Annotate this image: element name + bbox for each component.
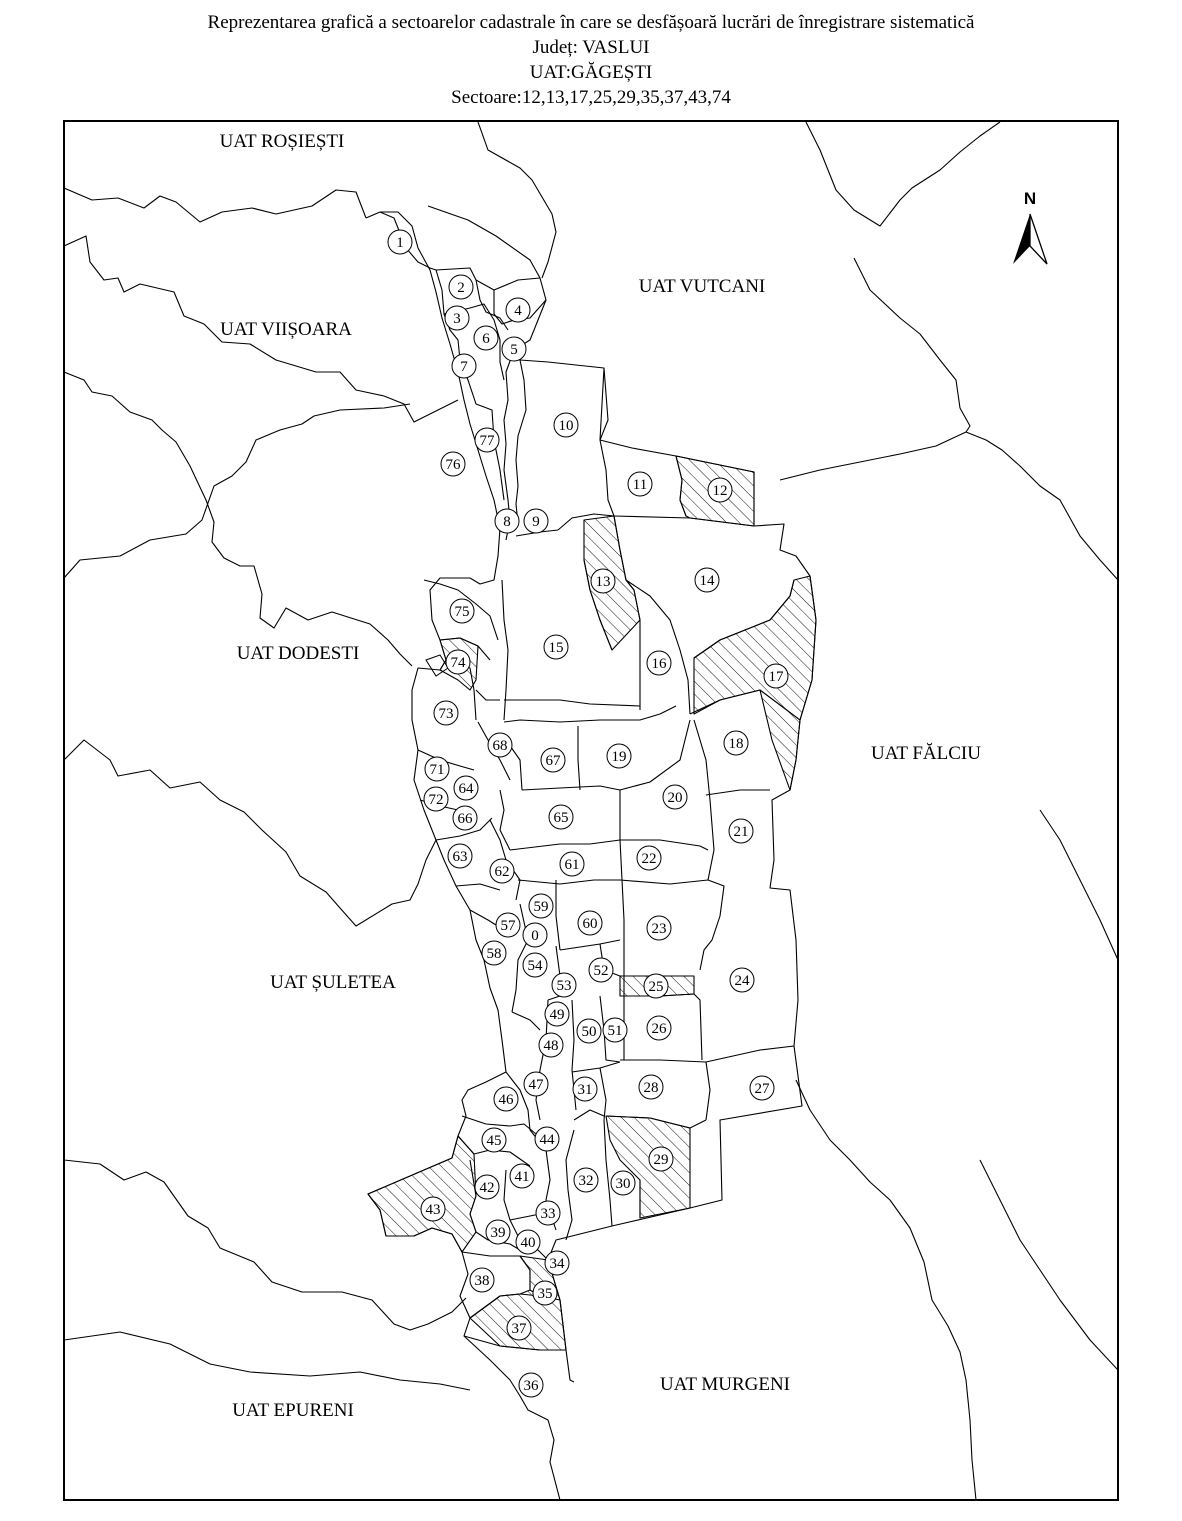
sector-marker-53 [552, 973, 576, 997]
sector-marker-8 [495, 509, 519, 533]
sector-number: 5 [510, 342, 518, 358]
sector-number: 11 [632, 477, 648, 493]
sector-marker-20 [663, 785, 687, 809]
sector-marker-62 [490, 859, 514, 883]
sector-marker-19 [607, 744, 631, 768]
sector-number: 37 [511, 1321, 527, 1337]
sector-number: 58 [486, 946, 502, 962]
sector-marker-57 [496, 913, 520, 937]
sector-marker-16 [647, 651, 671, 675]
sector-marker-43 [421, 1197, 445, 1221]
uat-epureni-label: UAT EPURENI [232, 1400, 354, 1421]
sector-number: 74 [450, 655, 466, 671]
sector-marker-2 [449, 275, 473, 299]
sector-marker-44 [535, 1127, 559, 1151]
sector-marker-60 [578, 911, 602, 935]
sector-17-area [694, 576, 816, 790]
sector-number: 26 [651, 1021, 667, 1037]
sector-marker-76 [441, 452, 465, 476]
sector-number: 14 [699, 573, 715, 589]
sector-number: 67 [545, 753, 561, 769]
sector-marker-3 [445, 306, 469, 330]
sector-marker-24 [730, 968, 754, 992]
sector-marker-66 [453, 806, 477, 830]
sector-number: 36 [523, 1378, 539, 1394]
sector-marker-5 [502, 337, 526, 361]
uat-rosiesti-label: UAT ROȘIEȘTI [219, 131, 345, 152]
sector-marker-67 [541, 748, 565, 772]
sector-number: 75 [454, 604, 470, 620]
sector-number: 57 [500, 918, 516, 934]
sector-29-area [606, 1116, 690, 1218]
sector-number: 10 [558, 418, 574, 434]
sector-number: 30 [615, 1176, 631, 1192]
sector-number: 17 [768, 669, 784, 685]
sector-number: 51 [607, 1023, 623, 1039]
sector-number: 49 [549, 1007, 565, 1023]
sector-marker-18 [724, 731, 748, 755]
uat-murgeni-label: UAT MURGENI [659, 1374, 791, 1395]
sector-number: 23 [651, 921, 667, 937]
sector-marker-58 [482, 941, 506, 965]
sector-number: 64 [458, 781, 474, 797]
sector-number: 46 [498, 1092, 514, 1108]
sector-marker-32 [574, 1168, 598, 1192]
sector-marker-31 [573, 1077, 597, 1101]
sector-number: 25 [648, 979, 664, 995]
vutcani-falciu-boundary [780, 432, 1118, 580]
sector-number: 48 [543, 1038, 559, 1054]
rosiesti-vutcani-boundary [478, 122, 556, 278]
north-arrow-icon [1013, 189, 1047, 264]
sector-marker-72 [424, 787, 448, 811]
sector-number: 63 [452, 849, 468, 865]
sector-number: 41 [514, 1169, 530, 1185]
sector-marker-61 [560, 852, 584, 876]
sector-marker-45 [482, 1128, 506, 1152]
sector-marker-34 [545, 1251, 569, 1275]
sector-number: 16 [651, 656, 667, 672]
sector-number: 21 [733, 824, 749, 840]
sector-number: 22 [641, 851, 657, 867]
sector-number: 28 [643, 1080, 659, 1096]
sector-marker-59 [529, 894, 553, 918]
sector-number: 35 [537, 1286, 553, 1302]
sector-number: 31 [577, 1082, 593, 1098]
sector-marker-23 [647, 916, 671, 940]
sector-marker-48 [539, 1033, 563, 1057]
sector-number: 18 [728, 736, 744, 752]
sector-marker-71 [425, 757, 449, 781]
sector-marker-46 [494, 1087, 518, 1111]
sector-number: 54 [527, 958, 543, 974]
sector-number: 59 [533, 899, 549, 915]
sector-number: 2 [457, 280, 465, 296]
sector-number: 33 [540, 1206, 556, 1222]
sector-marker-21 [729, 819, 753, 843]
sector-number: 24 [734, 973, 750, 989]
sector-marker-14 [695, 568, 719, 592]
sector-marker-10 [554, 413, 578, 437]
suletea-boundary [64, 740, 436, 926]
sector-marker-38 [470, 1268, 494, 1292]
sector-marker-6 [474, 326, 498, 350]
uat-label: UAT:GĂGEȘTI [529, 62, 653, 83]
sector-marker-0 [523, 923, 547, 947]
sector-number: 43 [425, 1202, 441, 1218]
sector-number: 9 [532, 514, 540, 530]
sectors-list: Sectoare:12,13,17,25,29,35,37,43,74 [451, 87, 731, 108]
sector-marker-4 [506, 298, 530, 322]
murgeni-falciu-boundary [796, 1080, 976, 1500]
sector-number: 27 [754, 1081, 770, 1097]
sector-marker-65 [549, 805, 573, 829]
dodesti-boundary [64, 372, 412, 666]
sector-marker-77 [475, 428, 499, 452]
sector-number: 15 [548, 640, 564, 656]
sector-marker-11 [628, 472, 652, 496]
sector-number: 61 [564, 857, 580, 873]
sector-marker-47 [524, 1072, 548, 1096]
sector-number: 20 [667, 790, 683, 806]
sector-number: 39 [490, 1225, 506, 1241]
sector-marker-49 [545, 1002, 569, 1026]
sector-marker-28 [639, 1075, 663, 1099]
sector-marker-42 [475, 1175, 499, 1199]
uat-viisoara-label: UAT VIIȘOARA [220, 319, 352, 340]
sector-marker-75 [450, 599, 474, 623]
sector-marker-40 [516, 1230, 540, 1254]
sector-marker-35 [533, 1281, 557, 1305]
sector-marker-7 [452, 354, 476, 378]
sector-marker-22 [637, 846, 661, 870]
sector-number: 52 [593, 963, 609, 979]
sector-number: 4 [514, 303, 522, 319]
sector-marker-63 [448, 844, 472, 868]
sector-number: 77 [479, 433, 495, 449]
sector-marker-1 [388, 230, 412, 254]
sector-marker-74 [446, 650, 470, 674]
sector-number: 47 [528, 1077, 544, 1093]
sector-number: 50 [581, 1024, 597, 1040]
sector-number: 19 [611, 749, 627, 765]
uat-suletea-label: UAT ȘULETEA [270, 972, 396, 993]
sector-number: 34 [549, 1256, 565, 1272]
uat-dodesti-label: UAT DODESTI [236, 643, 360, 664]
sector-marker-50 [577, 1019, 601, 1043]
sector-marker-12 [708, 478, 732, 502]
county-label: Județ: VASLUI [532, 37, 650, 58]
sector-number: 8 [503, 514, 511, 530]
sector-marker-73 [434, 701, 458, 725]
sector-marker-13 [591, 569, 615, 593]
sector-marker-15 [544, 635, 568, 659]
sector-marker-26 [647, 1016, 671, 1040]
sector-marker-27 [750, 1076, 774, 1100]
uat-vutcani-label: UAT VUTCANI [638, 276, 766, 297]
sector-number: 7 [460, 359, 468, 375]
sector-marker-51 [603, 1018, 627, 1042]
uat-falciu-label: UAT FĂLCIU [871, 743, 981, 764]
sector-marker-30 [611, 1171, 635, 1195]
sector-number: 38 [474, 1273, 490, 1289]
sector-number: 68 [492, 738, 508, 754]
sector-marker-68 [488, 733, 512, 757]
sector-marker-29 [649, 1147, 673, 1171]
sector-marker-64 [454, 776, 478, 800]
sector-number: 71 [429, 762, 445, 778]
sector-number: 32 [578, 1173, 594, 1189]
sector-43-area [368, 1136, 476, 1252]
north-label: N [1023, 189, 1037, 208]
sector-number: 76 [445, 457, 461, 473]
sector-marker-39 [486, 1220, 510, 1244]
sector-number: 13 [595, 574, 611, 590]
sector-number: 12 [712, 483, 728, 499]
map-title: Reprezentarea grafică a sectoarelor cadastrale în care se desfășoară lucrări de înregistrare sistematică [207, 12, 975, 33]
sector-number: 73 [438, 706, 454, 722]
sector-number: 53 [556, 978, 572, 994]
sector-number: 40 [520, 1235, 536, 1251]
sector-number: 29 [653, 1152, 669, 1168]
sector-number: 66 [457, 811, 473, 827]
sector-marker-33 [536, 1201, 560, 1225]
sector-number: 3 [453, 311, 461, 327]
sector-marker-9 [524, 509, 548, 533]
sector-marker-36 [519, 1373, 543, 1397]
sector-number: 1 [396, 235, 404, 251]
epureni-boundary [64, 1332, 470, 1390]
sector-marker-25 [644, 974, 668, 998]
rosiesti-boundary [64, 188, 366, 222]
sector-number: 62 [494, 864, 510, 880]
sector-number: 45 [486, 1133, 502, 1149]
sector-number: 44 [539, 1132, 555, 1148]
sector-marker-37 [507, 1316, 531, 1340]
sector-marker-52 [589, 958, 613, 982]
sector-marker-54 [523, 953, 547, 977]
sector-number: 72 [428, 792, 444, 808]
sector-number: 65 [553, 810, 569, 826]
sector-number: 0 [531, 928, 539, 944]
sector-marker-41 [510, 1164, 534, 1188]
sector-number: 60 [582, 916, 598, 932]
sector-number: 42 [479, 1180, 495, 1196]
sector-marker-17 [764, 664, 788, 688]
sector-number: 6 [482, 331, 490, 347]
